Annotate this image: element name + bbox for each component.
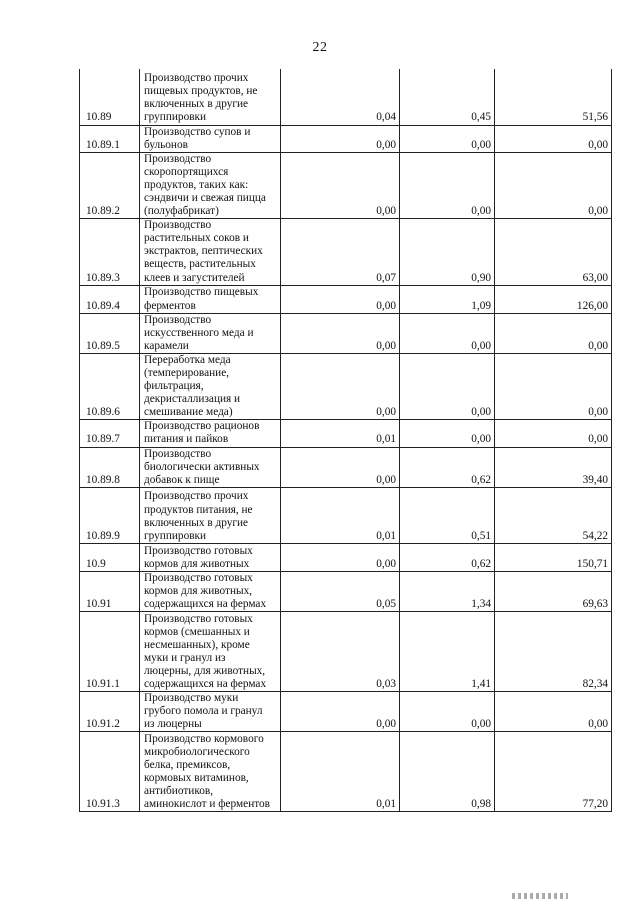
- row-value-2: 0,45: [400, 69, 495, 125]
- row-value-3: 0,00: [495, 313, 612, 353]
- row-code: 10.89.3: [80, 219, 140, 285]
- row-value-1: 0,00: [281, 692, 400, 732]
- row-name: Производство скоропортящихся продуктов, таких как: сэндвичи и свежая пицца (полуфабрикат): [140, 152, 281, 218]
- row-name: Производство пищевых ферментов: [140, 285, 281, 313]
- okved-table: [79, 69, 612, 812]
- table-row: [80, 732, 612, 812]
- row-value-3: 39,40: [495, 447, 612, 487]
- row-name: Производство супов и бульонов: [140, 125, 281, 152]
- row-value-2: 0,62: [400, 447, 495, 487]
- table-row: [80, 487, 612, 543]
- row-value-3: 150,71: [495, 543, 612, 571]
- row-code: 10.89.1: [80, 125, 140, 152]
- row-code: 10.89.6: [80, 353, 140, 419]
- row-code: 10.89.7: [80, 420, 140, 447]
- row-code: 10.89.8: [80, 447, 140, 487]
- row-code: 10.89.5: [80, 313, 140, 353]
- row-value-2: 0,00: [400, 152, 495, 218]
- row-name: Производство готовых кормов для животных, содержащихся на фермах: [140, 571, 281, 611]
- table-row: [80, 692, 612, 732]
- row-value-3: 69,63: [495, 571, 612, 611]
- row-value-1: 0,00: [281, 353, 400, 419]
- scan-artifact: [512, 893, 568, 899]
- page-number: 22: [312, 40, 328, 55]
- row-name: Производство кормового микробиологического белка, премиксов, кормовых витаминов, антибиотиков, аминокислот и ферментов: [140, 732, 281, 812]
- table-row: [80, 571, 612, 611]
- row-value-2: 0,62: [400, 543, 495, 571]
- row-value-3: 126,00: [495, 285, 612, 313]
- row-value-3: 63,00: [495, 219, 612, 285]
- row-code: 10.89.4: [80, 285, 140, 313]
- row-value-3: 51,56: [495, 69, 612, 125]
- row-name: Производство растительных соков и экстрактов, пептических веществ, растительных клеев и загустителей: [140, 219, 281, 285]
- table-row: [80, 69, 612, 125]
- row-value-3: 0,00: [495, 353, 612, 419]
- table-row: [80, 152, 612, 218]
- row-value-3: 0,00: [495, 692, 612, 732]
- row-value-1: 0,03: [281, 612, 400, 692]
- row-code: 10.91: [80, 571, 140, 611]
- row-value-2: 0,00: [400, 125, 495, 152]
- row-name: Производство готовых кормов (смешанных и несмешанных), кроме муки и гранул из люцерны, для животных, содержащихся на фермах: [140, 612, 281, 692]
- row-name: Производство готовых кормов для животных: [140, 543, 281, 571]
- row-value-1: 0,00: [281, 285, 400, 313]
- row-code: 10.89.9: [80, 487, 140, 543]
- row-value-2: 1,41: [400, 612, 495, 692]
- row-name: Производство рационов питания и пайков: [140, 420, 281, 447]
- row-value-2: 0,00: [400, 420, 495, 447]
- table-row: [80, 447, 612, 487]
- row-name: Переработка меда (темперирование, фильтрация, декристаллизация и смешивание меда): [140, 353, 281, 419]
- table-row: [80, 612, 612, 692]
- row-code: 10.89: [80, 69, 140, 125]
- row-value-1: 0,00: [281, 543, 400, 571]
- row-value-1: 0,07: [281, 219, 400, 285]
- row-name: Производство биологически активных добавок к пище: [140, 447, 281, 487]
- table-row: [80, 285, 612, 313]
- row-value-1: 0,01: [281, 487, 400, 543]
- row-name: Производство искусственного меда и карамели: [140, 313, 281, 353]
- row-code: 10.89.2: [80, 152, 140, 218]
- row-value-2: 0,90: [400, 219, 495, 285]
- row-code: 10.9: [80, 543, 140, 571]
- table-row: [80, 353, 612, 419]
- row-value-1: 0,00: [281, 447, 400, 487]
- row-value-1: 0,01: [281, 732, 400, 812]
- row-value-2: 0,51: [400, 487, 495, 543]
- row-value-3: 77,20: [495, 732, 612, 812]
- row-value-3: 0,00: [495, 152, 612, 218]
- row-value-2: 0,00: [400, 692, 495, 732]
- row-value-1: 0,05: [281, 571, 400, 611]
- row-value-3: 0,00: [495, 420, 612, 447]
- row-value-2: 0,00: [400, 353, 495, 419]
- table-row: [80, 420, 612, 447]
- row-code: 10.91.2: [80, 692, 140, 732]
- table-body: [80, 69, 612, 812]
- row-value-1: 0,00: [281, 125, 400, 152]
- table-row: [80, 125, 612, 152]
- row-value-3: 82,34: [495, 612, 612, 692]
- table-row: [80, 543, 612, 571]
- table-row: [80, 313, 612, 353]
- row-value-3: 0,00: [495, 125, 612, 152]
- row-name: Производство прочих продуктов питания, не включенных в другие группировки: [140, 487, 281, 543]
- row-value-2: 0,98: [400, 732, 495, 812]
- row-code: 10.91.1: [80, 612, 140, 692]
- row-value-1: 0,04: [281, 69, 400, 125]
- row-value-2: 0,00: [400, 313, 495, 353]
- row-value-1: 0,00: [281, 152, 400, 218]
- row-value-3: 54,22: [495, 487, 612, 543]
- row-value-2: 1,34: [400, 571, 495, 611]
- row-name: Производство прочих пищевых продуктов, не включенных в другие группировки: [140, 69, 281, 125]
- row-name: Производство муки грубого помола и гранул из люцерны: [140, 692, 281, 732]
- row-code: 10.91.3: [80, 732, 140, 812]
- row-value-2: 1,09: [400, 285, 495, 313]
- row-value-1: 0,01: [281, 420, 400, 447]
- table-row: [80, 219, 612, 285]
- row-value-1: 0,00: [281, 313, 400, 353]
